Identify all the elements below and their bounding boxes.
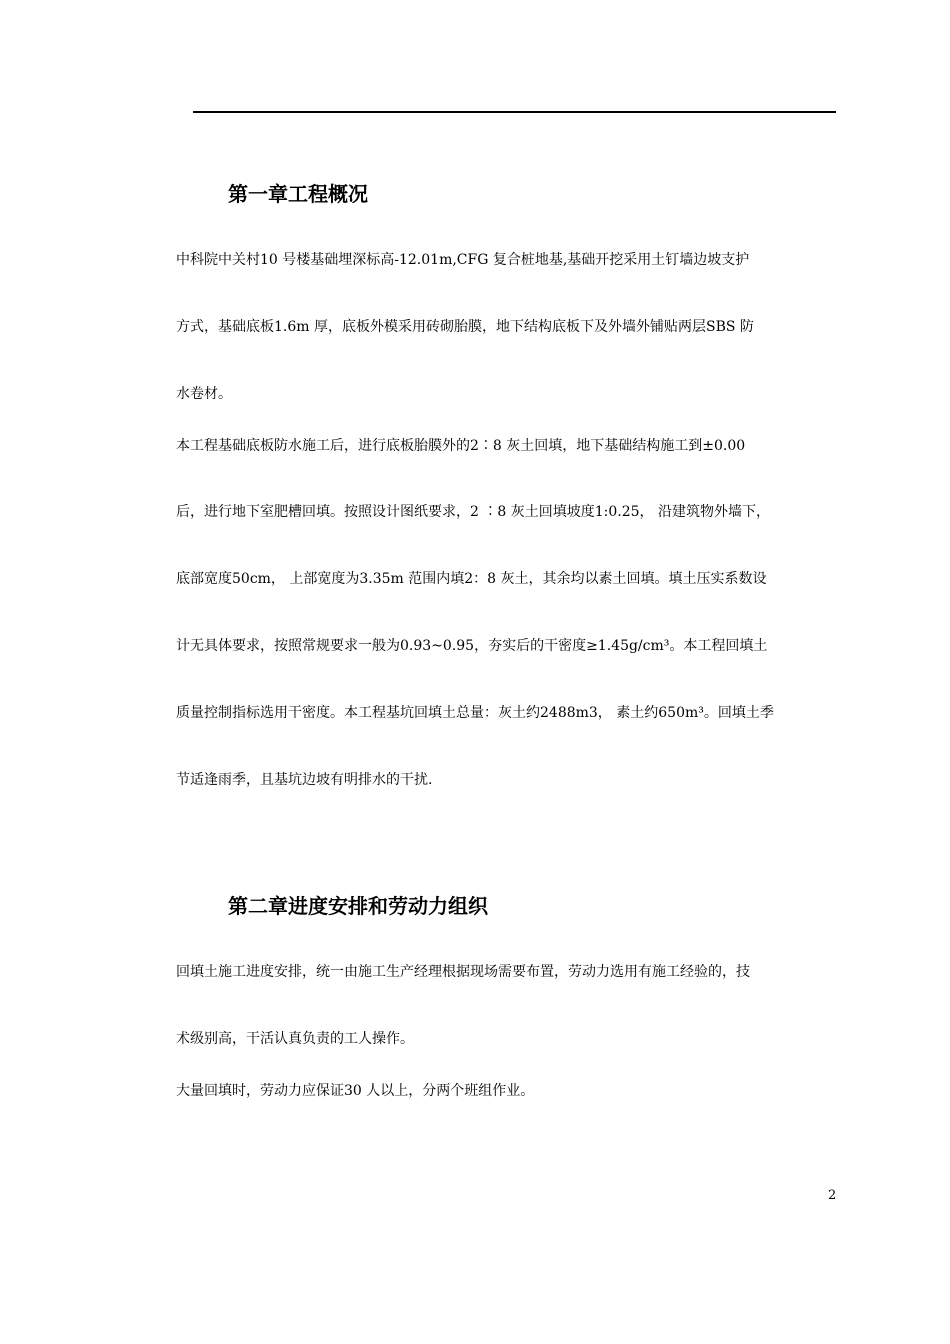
chapter-2-para-2-line-1: 大量回填时，劳动力应保证30 人以上，分两个班组作业。 bbox=[176, 1083, 535, 1099]
chapter-1-para-2-line-1: 本工程基础底板防水施工后，进行底板胎膜外的2∶8 灰土回填，地下基础结构施工到±0.00 bbox=[176, 438, 746, 454]
chapter-1-para-1-line-3: 水卷材。 bbox=[176, 386, 232, 402]
chapter-2-heading: 第二章进度安排和劳动力组织 bbox=[228, 894, 488, 918]
chapter-2-para-1-line-2: 术级别高，干活认真负责的工人操作。 bbox=[176, 1031, 414, 1047]
chapter-1-para-2-line-2: 后，进行地下室肥槽回填。按照设计图纸要求，2 ∶8 灰土回填坡度1:0.25， 沿建筑物外墙下， bbox=[176, 504, 770, 520]
chapter-1-heading: 第一章工程概况 bbox=[228, 182, 368, 206]
chapter-1-para-1-line-1: 中科院中关村10 号楼基础埋深标高-12.01m,CFG 复合桩地基,基础开挖采用土钉墙边坡支护 bbox=[176, 252, 750, 268]
header-rule bbox=[193, 111, 836, 113]
chapter-1-para-2-line-5: 质量控制指标选用干密度。本工程基坑回填土总量：灰土约2488m3， 素土约650m³。回填土季 bbox=[176, 705, 774, 721]
page-number: 2 bbox=[828, 1188, 837, 1203]
chapter-1-para-2-line-4: 计无具体要求，按照常规要求一般为0.93~0.95，夯实后的干密度≥1.45g/cm³。本工程回填土 bbox=[176, 638, 768, 654]
chapter-1-para-2-line-3: 底部宽度50cm， 上部宽度为3.35m 范围内填2：8 灰土，其余均以素土回填。填土压实系数设 bbox=[176, 571, 767, 587]
chapter-1-para-1-line-2: 方式，基础底板1.6m 厚，底板外模采用砖砌胎膜，地下结构底板下及外墙外铺贴两层SBS 防 bbox=[176, 319, 754, 335]
chapter-1-para-2-line-6: 节适逢雨季，且基坑边坡有明排水的干扰. bbox=[176, 772, 433, 788]
chapter-2-para-1-line-1: 回填土施工进度安排，统一由施工生产经理根据现场需要布置，劳动力选用有施工经验的，技 bbox=[176, 964, 750, 980]
